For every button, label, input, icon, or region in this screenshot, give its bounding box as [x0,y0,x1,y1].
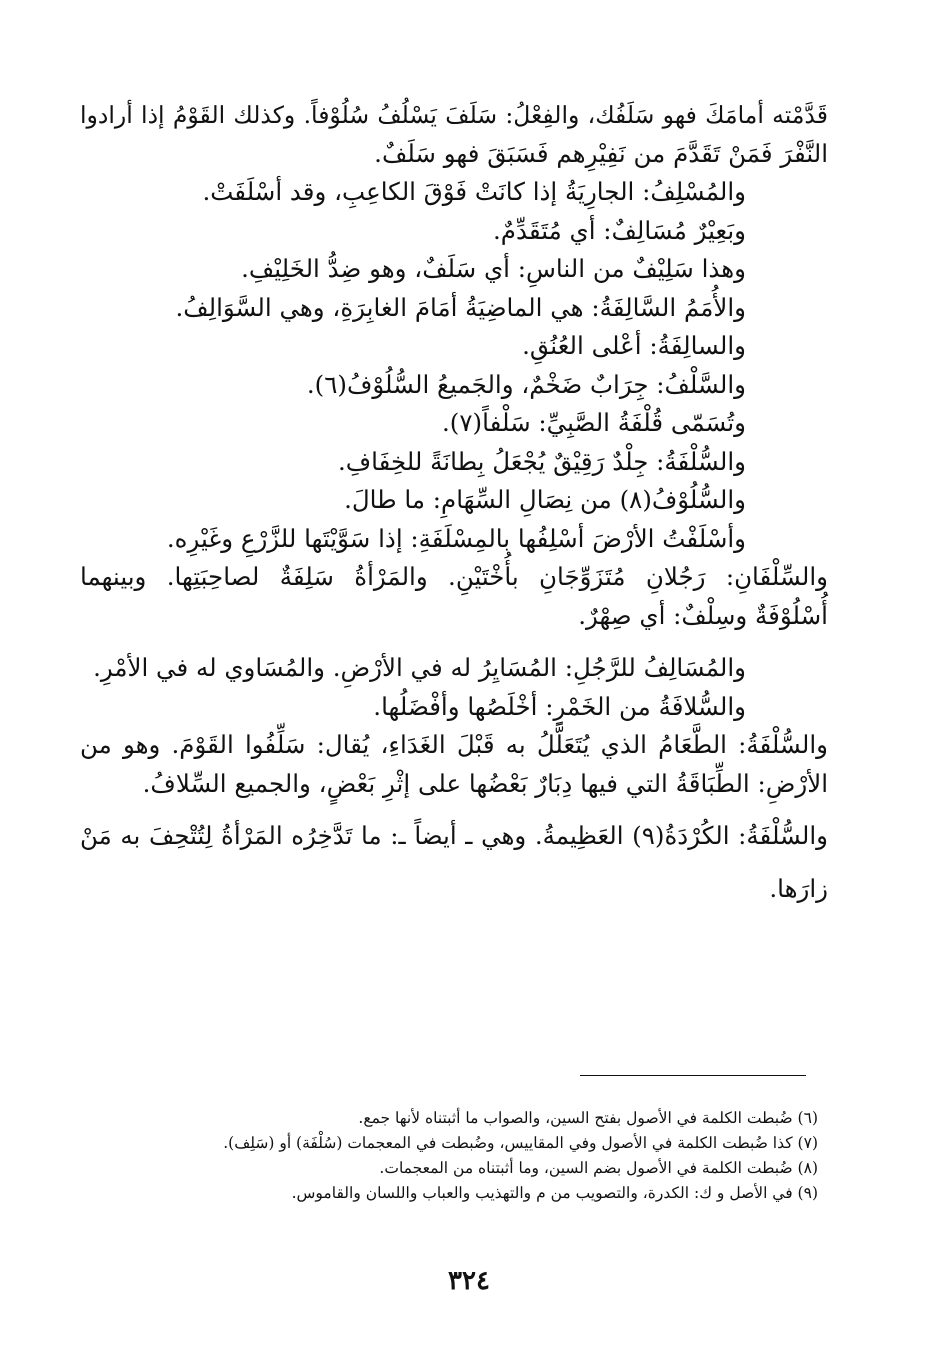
text-line: والسالِفَةُ: أعْلى العُنُقِ. [522,331,746,360]
main-text [80,96,828,908]
footnotes [120,1106,818,1206]
text-line: وتُسَمّى قُلْفَةُ الصَّبِيِّ: سَلْفاً(٧). [442,408,746,437]
text-line: والمُسْلِفُ: الجارِيَةُ إذا كانَتْ فَوْقَ الكاعِبِ، وقد أسْلَفَتْ. [202,177,746,206]
footnote-separator [580,1075,806,1076]
text-line: قَدَّمْته أمامَكَ فهو سَلَفُك، والفِعْلُ: سَلَفَ يَسْلُفُ سُلُوْفاً. وكذلك القَوْمُ إذا أرادوا [80,101,828,129]
text-line: زارَها. [769,873,828,903]
paragraph-gap [80,856,828,870]
text-line: والسُّلْفَةُ: جِلْدٌ رَقِيْقٌ يُجْعَلُ بِطانَةً للخِفَافِ. [337,446,746,476]
text-line: وأسْلَفْتُ الأرْضَ أسْلِفُها بالمِسْلَفَةِ: إذا سَوَّيْتَها للزَّرْعِ وغَيْرِه. [166,523,746,553]
paragraph-gap [80,803,828,817]
footnote: (٦) ضُبطت الكلمة في الأصول بفتح السين، والصواب ما أثبتناه لأنها جمع. [358,1109,818,1127]
text-line: والسُّلُوْفُ(٨) من نِصَالِ السِّهَامِ: ما طالَ. [344,485,746,514]
text-line: والسُّلْفَةُ: الكُرْدَةُ(٩) العَظِيمةُ. وهي ـ أيضاً ـ: ما تَدَّخِرُه المَرْأةُ لِتُتْحِفَ به مَنْ [80,821,829,850]
text-line: والسُّلْفَةُ: الطَّعَامُ الذي يُتَعَلَّلُ به قَبْلَ الغَدَاءِ، يُقال: سَلِّفُوا القَوْمَ. وهو من [80,730,828,759]
page-number: ٣٢٤ [448,1266,490,1296]
text-line: والسَّلْفُ: جِرَابٌ ضَخْمٌ، والجَميعُ السُّلُوْفُ(٦). [306,369,746,399]
footnote: (٩) في الأصل و ك: الكدرة، والتصويب من م والتهذيب والعباب واللسان والقاموس. [291,1184,818,1202]
text-line: أُسْلُوْفَةٌ وسِلْفٌ: أي صِهْرٌ. [578,600,828,630]
text-line: النَّفْرَ فَمَنْ تَقَدَّمَ من نَفِيْرِهم فَسَبَقَ فهو سَلَفٌ. [374,138,828,168]
footnote: (٨) ضُبطت الكلمة في الأصول بضم السين، وما أثبتناه من المعجمات. [379,1159,818,1177]
text-line: والسُّلافَةُ من الخَمْرِ: أخْلَصُها وأفْضَلُها. [373,691,746,721]
paragraph-gap [80,635,828,649]
text-line: والمُسَالِفُ للرَّجُلِ: المُسَايِرُ له في الأرْضِ. والمُسَاوي له في الأمْرِ. [93,653,746,682]
text-line: والسِّلْفَانِ: رَجُلانِ مُتَزَوِّجَانِ بأُخْتَيْنِ. والمَرْأةُ سَلِفَةٌ لصاحِبَتِها. وبينهما [80,562,828,591]
footnote: (٧) كذا ضُبطت الكلمة في الأصول وفي المقاييس، وضُبطت في المعجمات (سُلْفَة) أو (سَلِف). [223,1134,818,1152]
text-line: وبَعِيْرٌ مُسَالِفٌ: أي مُتَقَدِّمٌ. [493,215,746,245]
text-line: الأرْضِ: الطِّبَاقَةُ التي فيها دِبَارٌ بَعْضُها على إثْرِ بَعْضٍ، والجميع السِّلافُ. [142,768,828,798]
text-line: وهذا سَلِيْفٌ من الناسِ: أي سَلَفٌ، وهو ضِدُّ الخَلِيْفِ. [241,254,746,283]
text-line: والأُمَمُ السَّالِفَةُ: هي الماضِيَةُ أمَامَ الغابِرَةِ، وهي السَّوَالِفُ. [175,292,746,322]
